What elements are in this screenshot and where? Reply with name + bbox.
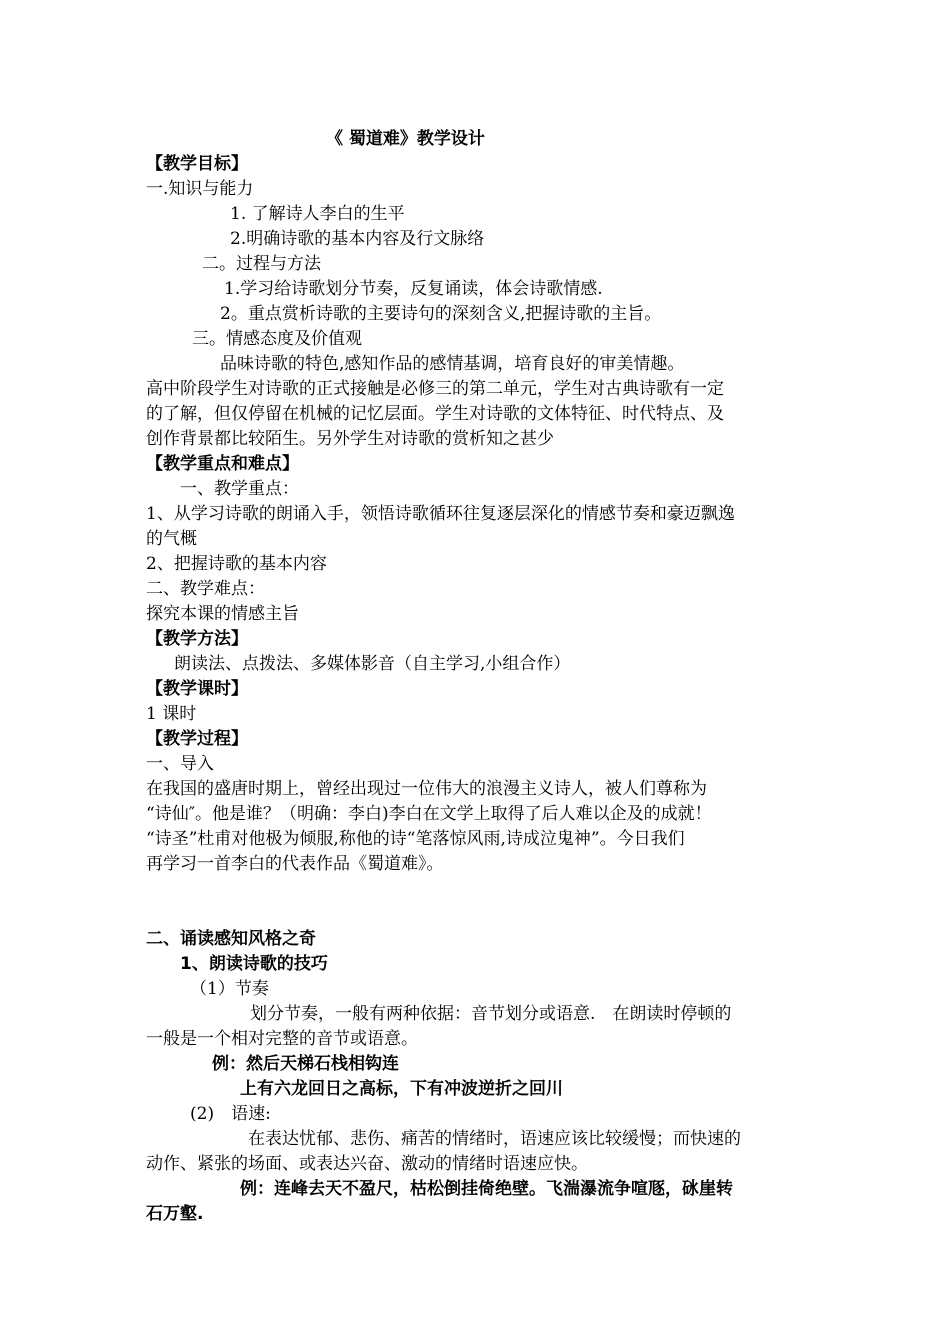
paragraph-line: 的了解，但仅停留在机械的记忆层面。学生对诗歌的文体特征、时代特点、及 [146,404,724,424]
intro-line: “诗仙″。他是谁？（明确：李白)李白在文学上取得了后人难以企及的成就！ [146,804,712,824]
example-1-line: 例：然后天梯石栈相钩连 [212,1054,399,1074]
speed-text-line: 动作、紧张的场面、或表达兴奋、激动的情绪时语速应快。 [146,1154,588,1174]
goal-section-3: 三。情感态度及价值观 [192,329,362,349]
rhythm-text-line: 划分节奏，一般有两种依据：音节划分或语意. 在朗读时停顿的 [250,1004,732,1024]
heading-hours: 【教学课时】 [146,679,248,699]
intro-line: 再学习一首李白的代表作品《蜀道难》。 [146,854,444,874]
key-item-line: 的气概 [146,529,197,549]
rhythm-heading: （1）节奏 [190,979,269,999]
rhythm-text-line: 一般是一个相对完整的音节或语意。 [146,1029,418,1049]
key-item-2: 2、把握诗歌的基本内容 [146,554,327,574]
step-2-sub-heading: 1、朗读诗歌的技巧 [180,954,328,974]
paragraph-line: 创作背景都比较陌生。另外学生对诗歌的赏析知之甚少 [146,429,554,449]
example-1-line: 上有六龙回日之高标，下有冲波逆折之回川 [240,1079,563,1099]
goal-2-item-2: 2。重点赏析诗歌的主要诗句的深刻含义,把握诗歌的主旨。 [220,304,662,324]
example-2-line: 例：连峰去天不盈尺，枯松倒挂倚绝壁。飞湍瀑流争喧豗，砯崖转 [240,1179,733,1199]
intro-line: “诗圣”杜甫对他极为倾服,称他的诗“笔落惊风雨,诗成泣鬼神”。今日我们 [146,829,685,849]
goal-1-item-1: 1. 了解诗人李白的生平 [230,204,405,224]
speed-heading: (2) 语速: [190,1104,271,1124]
goal-section-1: 一.知识与能力 [146,179,254,199]
speed-text-line: 在表达忧郁、悲伤、痛苦的情绪时，语速应该比较缓慢；而快速的 [248,1129,741,1149]
difficulty-item: 探究本课的情感主旨 [146,604,299,624]
paragraph-line: 高中阶段学生对诗歌的正式接触是必修三的第二单元，学生对古典诗歌有一定 [146,379,724,399]
example-2-line: 石万壑. [146,1204,204,1224]
goal-section-2: 二。过程与方法 [202,254,321,274]
hours-text: 1 课时 [146,704,197,724]
heading-teaching-goals: 【教学目标】 [146,154,248,174]
step-2-heading: 二、诵读感知风格之奇 [146,929,316,949]
key-section-1: 一、教学重点： [180,479,299,499]
goal-3-item-1: 品味诗歌的特色,感知作品的感情基调，培育良好的审美情趣。 [220,354,685,374]
goal-1-item-2: 2.明确诗歌的基本内容及行文脉络 [230,229,485,249]
goal-2-item-1: 1.学习给诗歌划分节奏，反复诵读，体会诗歌情感. [224,279,603,299]
method-text: 朗读法、点拨法、多媒体影音（自主学习,小组合作） [174,654,571,674]
document-title: 《 蜀道难》教学设计 [326,129,485,149]
intro-line: 在我国的盛唐时期上，曾经出现过一位伟大的浪漫主义诗人，被人们尊称为 [146,779,707,799]
heading-process: 【教学过程】 [146,729,248,749]
step-1-heading: 一、导入 [146,754,214,774]
key-item-line: 1、从学习诗歌的朗诵入手，领悟诗歌循环往复逐层深化的情感节奏和豪迈飘逸 [146,504,735,524]
key-section-2: 二、教学难点： [146,579,265,599]
heading-key-points: 【教学重点和难点】 [146,454,299,474]
heading-method: 【教学方法】 [146,629,248,649]
